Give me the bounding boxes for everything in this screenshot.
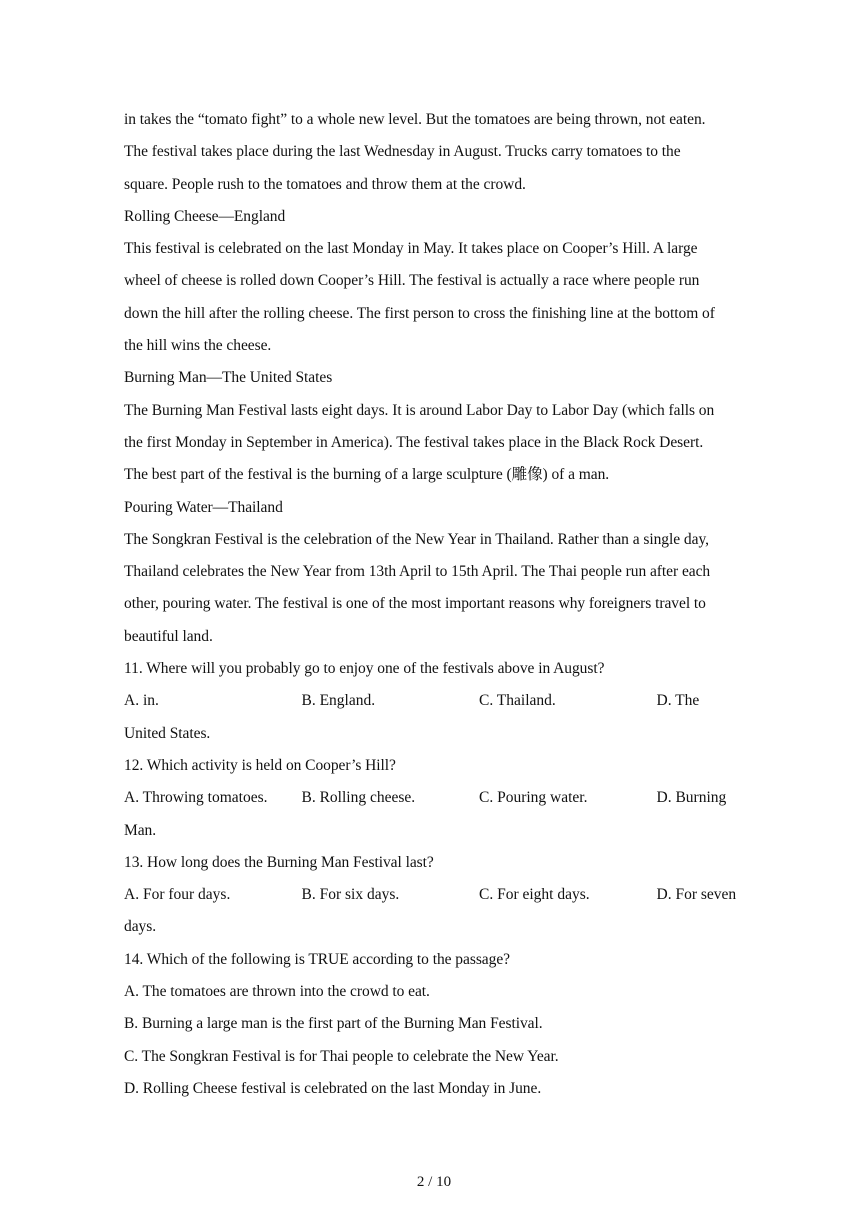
page-content <box>124 104 744 1105</box>
passage-line: other, pouring water. The festival is one of the most important reasons why foreigners travel to <box>124 595 706 613</box>
passage-line: in takes the “tomato fight” to a whole new level. But the tomatoes are being thrown, not eaten. <box>124 111 706 128</box>
option-c: C. For eight days. <box>479 886 590 904</box>
section-heading-pouring-water: Pouring Water—Thailand <box>124 498 283 516</box>
option-c: C. The Songkran Festival is for Thai people to celebrate the New Year. <box>124 1047 559 1065</box>
passage-line: wheel of cheese is rolled down Cooper’s Hill. The festival is actually a race where people run <box>124 272 700 290</box>
passage-line: The Burning Man Festival lasts eight days. It is around Labor Day to Labor Day (which falls on <box>124 401 715 419</box>
question-14-stem: 14. Which of the following is TRUE according to the passage? <box>124 950 510 968</box>
option-d: D. The <box>656 692 700 710</box>
passage-line: square. People rush to the tomatoes and throw them at the crowd. <box>124 175 526 193</box>
passage-line: The best part of the festival is the burning of a large sculpture (雕像) of a man. <box>124 466 610 484</box>
option-a: A. For four days. <box>124 886 231 904</box>
page-number: 2 / 10 <box>416 1174 452 1190</box>
option-d: D. Burning <box>656 789 727 807</box>
option-d: D. Rolling Cheese festival is celebrated on the last Monday in June. <box>124 1079 542 1097</box>
option-b: B. Burning a large man is the first part of the Burning Man Festival. <box>124 1015 543 1033</box>
option-d: D. For seven <box>656 886 737 904</box>
option-d-continued: Man. <box>124 821 157 839</box>
question-11-options <box>124 685 744 717</box>
option-b: B. England. <box>301 692 376 710</box>
option-d-continued: days. <box>124 918 157 936</box>
passage-line: down the hill after the rolling cheese. The first person to cross the finishing line at the bottom of <box>124 304 715 322</box>
option-c: C. Pouring water. <box>479 789 588 807</box>
passage-line: The Songkran Festival is the celebration of the New Year in Thailand. Rather than a single day, <box>124 530 709 548</box>
passage-line: beautiful land. <box>124 627 213 645</box>
option-d-continued: United States. <box>124 724 211 742</box>
question-12-stem: 12. Which activity is held on Cooper’s Hill? <box>124 756 396 774</box>
passage-line: Thailand celebrates the New Year from 13th April to 15th April. The Thai people run after each <box>124 563 711 581</box>
question-13-options <box>124 879 744 911</box>
passage-line: The festival takes place during the last Wednesday in August. Trucks carry tomatoes to the <box>124 143 681 161</box>
section-heading-burning-man: Burning Man—The United States <box>124 369 333 387</box>
option-a: A. Throwing tomatoes. <box>124 789 268 807</box>
option-a: A. in. <box>124 692 159 710</box>
passage-line: the hill wins the cheese. <box>124 337 272 355</box>
option-c: C. Thailand. <box>479 692 556 710</box>
question-12-options <box>124 782 744 814</box>
option-a: A. The tomatoes are thrown into the crowd to eat. <box>124 983 430 1001</box>
passage-line: This festival is celebrated on the last Monday in May. It takes place on Cooper’s Hill. A large <box>124 240 698 258</box>
passage-line: the first Monday in September in America). The festival takes place in the Black Rock Desert. <box>124 433 704 451</box>
option-b: B. For six days. <box>301 886 400 904</box>
question-11-stem: 11. Where will you probably go to enjoy one of the festivals above in August? <box>124 660 605 678</box>
option-b: B. Rolling cheese. <box>301 789 416 807</box>
section-heading-rolling-cheese: Rolling Cheese—England <box>124 207 286 225</box>
question-13-stem: 13. How long does the Burning Man Festival last? <box>124 853 434 871</box>
